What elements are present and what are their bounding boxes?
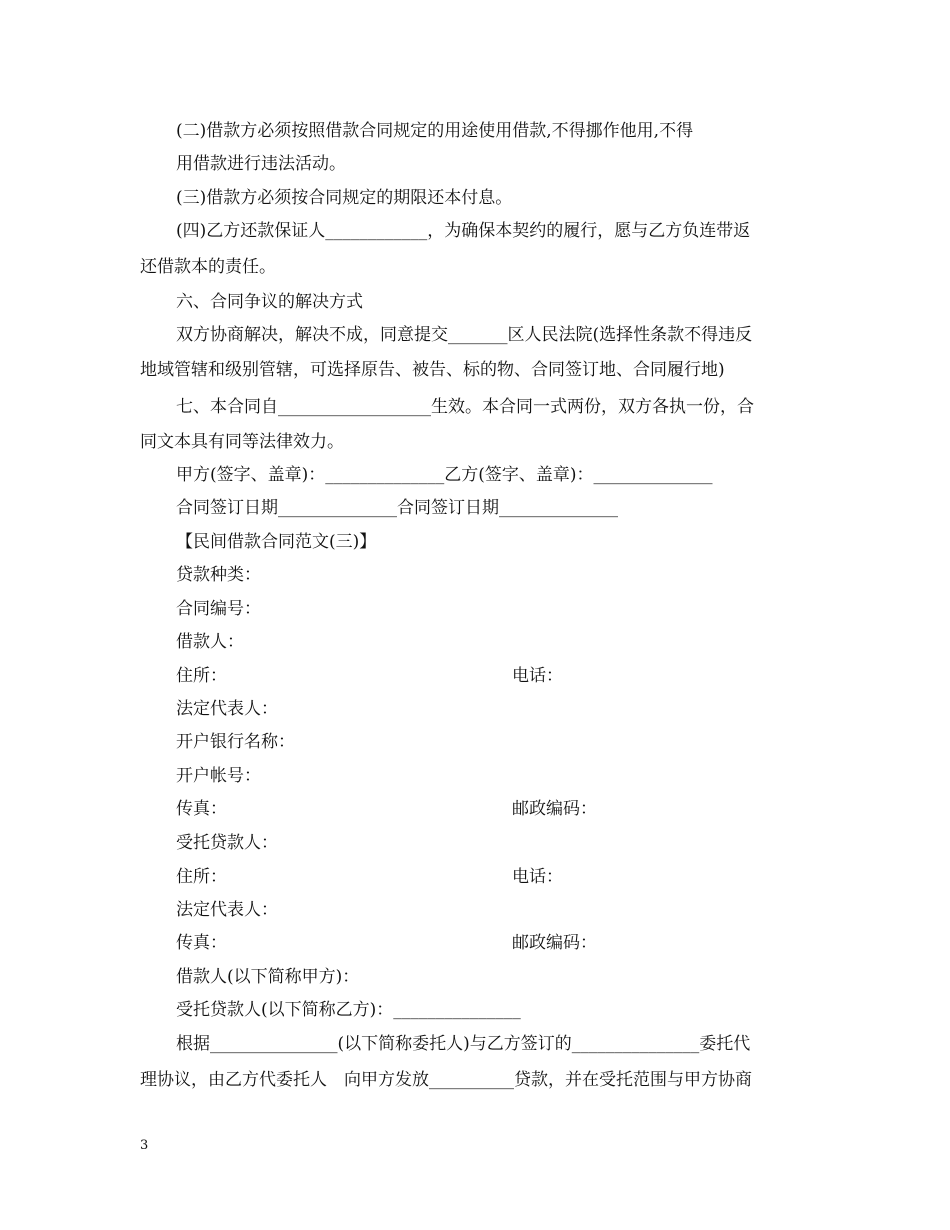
field-label: 邮政编码：: [512, 933, 597, 953]
field-label: 传真：: [176, 799, 227, 819]
field-label: 电话：: [512, 867, 563, 887]
section-title: 【民间借款合同范文(三)】: [176, 532, 377, 552]
text-line: 双方协商解决，解决不成，同意提交_______区人民法院(选择性条款不得违反: [176, 325, 753, 345]
text-line: (二)借款方必须按照借款合同规定的用途使用借款,不得挪作他用,不得: [176, 121, 694, 141]
text-line: 理协议，由乙方代委托人 向甲方发放__________贷款，并在受托范围与甲方协商: [140, 1070, 752, 1090]
signature-line: 甲方(签字、盖章)：______________乙方(签字、盖章)：______________: [176, 465, 713, 485]
field-label: 贷款种类：: [176, 565, 261, 585]
text-line: (四)乙方还款保证人____________，为确保本契约的履行，愿与乙方负连带返: [176, 221, 751, 241]
date-line: 合同签订日期______________合同签订日期______________: [176, 498, 618, 518]
field-label: 传真：: [176, 933, 227, 953]
field-label: 借款人(以下简称甲方)：: [176, 967, 360, 987]
field-label: 法定代表人：: [176, 699, 278, 719]
field-label: 合同编号：: [176, 599, 261, 619]
page-number: 3: [140, 1138, 149, 1153]
field-label: 住所：: [176, 666, 227, 686]
field-label: 受托贷款人：: [176, 833, 278, 853]
text-line: 用借款进行违法活动。: [176, 154, 346, 174]
text-line: 七、本合同自__________________生效。本合同一式两份，双方各执一份，合: [176, 397, 754, 417]
text-line: 地域管辖和级别管辖，可选择原告、被告、标的物、合同签订地、合同履行地): [140, 360, 725, 380]
text-line: 还借款本的责任。: [140, 257, 276, 277]
text-line: 同文本具有同等法律效力。: [140, 432, 344, 452]
field-label: 借款人：: [176, 632, 244, 652]
field-label: 开户银行名称：: [176, 732, 295, 752]
field-label: 电话：: [512, 666, 563, 686]
field-label: 邮政编码：: [512, 799, 597, 819]
field-label: 开户帐号：: [176, 766, 261, 786]
text-line: 根据_______________(以下简称委托人)与乙方签订的_______________委托代: [176, 1034, 751, 1054]
field-label: 受托贷款人(以下简称乙方)：_______________: [176, 1000, 521, 1020]
text-line: (三)借款方必须按合同规定的期限还本付息。: [176, 188, 513, 208]
field-label: 法定代表人：: [176, 900, 278, 920]
section-heading: 六、合同争议的解决方式: [176, 292, 363, 312]
field-label: 住所：: [176, 867, 227, 887]
